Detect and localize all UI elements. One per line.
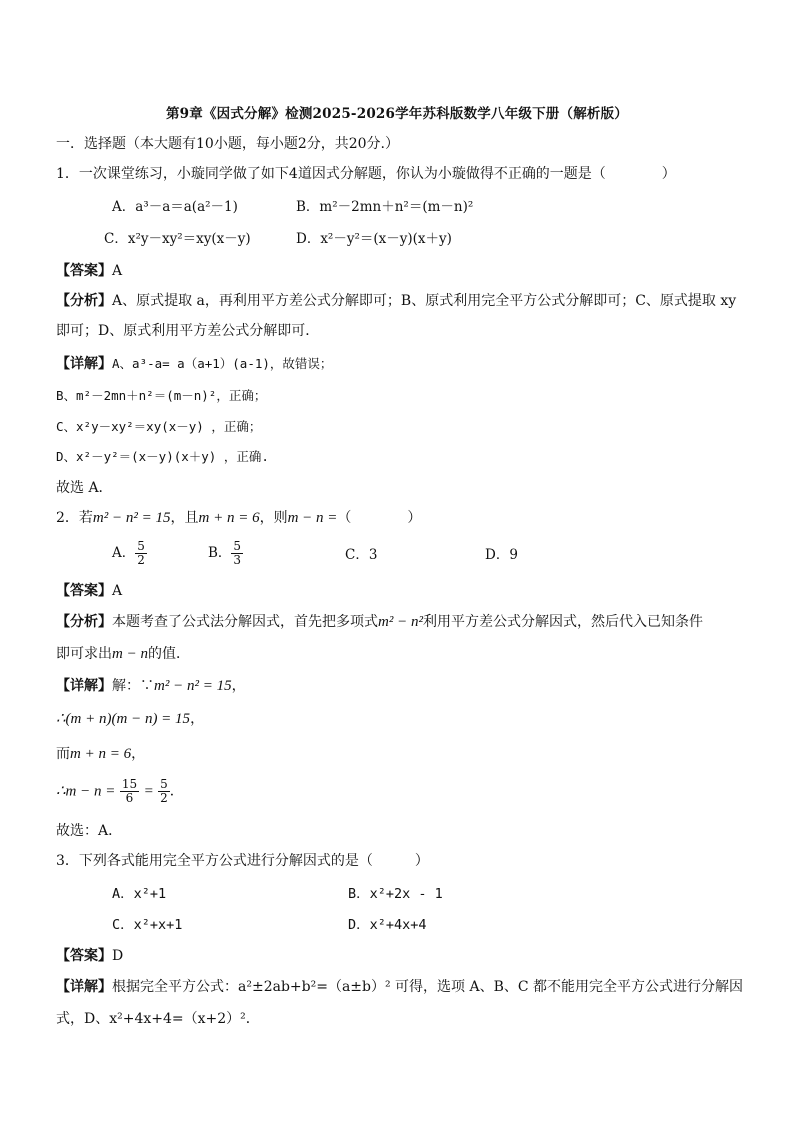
q3-stem: 3．下列各式能用完全平方公式进行分解因式的是（ ） (56, 853, 429, 869)
numerator: 5 (160, 777, 168, 791)
detail-text: 而 (56, 746, 70, 762)
q2-conclusion: 故选：A． (56, 823, 123, 839)
detail-text: 根据完全平方公式：a²±2ab+b²=（a±b）² 可得，选项 A、B、C 都不能用完全平方公式进行分解因 (112, 979, 744, 995)
answer-tag: 【答案】 (56, 948, 112, 964)
q1-answer (56, 262, 122, 280)
detail-text: ， (190, 711, 205, 727)
q2-stem-prefix: 2．若 (56, 510, 93, 526)
numerator: 15 (121, 777, 138, 791)
q2-equation-1: m² − n² = 15 (92, 510, 171, 526)
analysis-text: 的值． (147, 646, 190, 662)
analysis-text: 即可求出 (56, 646, 112, 662)
q1-option-b: B．m²－2mn＋n²＝(m－n)² (296, 199, 474, 215)
detail-text: ， (231, 678, 246, 694)
answer-value: A (112, 263, 123, 279)
detail-equation: m + n = 6 (70, 746, 132, 762)
analysis-equation: m − n (112, 646, 148, 662)
q3-detail-line-1 (56, 978, 743, 996)
document-title: 第9章《因式分解》检测2025-2026学年苏科版数学八年级下册（解析版） (165, 106, 629, 122)
q3-answer (56, 947, 123, 965)
q2-option-c: C．3 (345, 547, 378, 563)
answer-value: D (112, 948, 124, 964)
numerator: 5 (233, 539, 242, 553)
analysis-text: 本题考查了公式法分解因式，首先把多项式 (112, 614, 378, 630)
analysis-equation: m² − n² (378, 614, 423, 630)
q2-detail-line-1 (56, 677, 246, 695)
q3-detail-line-2: 式，D、x²+4x+4=（x+2）²． (56, 1011, 260, 1027)
option-label: B． (208, 545, 232, 561)
q2-detail-line-2 (56, 710, 204, 728)
detail-tag: 【详解】 (56, 979, 112, 995)
q2-analysis-line-1 (56, 613, 703, 631)
q2-option-d: D．9 (485, 547, 518, 563)
q1-option-c: C．x²y－xy²＝xy(x－y) (104, 231, 251, 247)
detail-equation: ∴m − n = (56, 783, 116, 800)
analysis-text: A、原式提取 a，再利用平方差公式分解即可；B、原式利用完全平方公式分解即可；C、原式提取 xy (112, 293, 737, 309)
q2-stem-suffix: （ ） (337, 510, 422, 526)
analysis-text: 利用平方差公式分解因式，然后代入已知条件 (422, 614, 703, 630)
q2-equation-3: m − n = (287, 510, 338, 526)
q1-detail-line-3: C、x²y－xy²＝xy(x－y) ，正确； (56, 419, 262, 434)
detail-equation: ∴(m + n)(m − n) = 15 (56, 711, 191, 727)
analysis-tag: 【分析】 (56, 614, 112, 630)
answer-value: A (112, 583, 123, 599)
section-heading: 一．选择题（本大题有10小题，每小题2分，共20分.） (56, 136, 399, 152)
detail-text: A、a³-a= a（a+1）(a-1)，故错误； (112, 356, 333, 371)
q2-stem-mid: ，且 (170, 510, 199, 526)
denominator: 2 (160, 791, 168, 805)
q1-analysis-line-2: 即可；D、原式利用平方差公式分解即可． (56, 323, 320, 339)
q1-conclusion: 故选 A． (56, 480, 113, 496)
equals-sign: = (143, 783, 154, 800)
denominator: 6 (125, 791, 134, 805)
q2-detail-line-3 (56, 745, 145, 763)
q1-detail-line-4: D、x²－y²＝(x－y)(x＋y) ，正确. (56, 449, 269, 464)
q2-stem (56, 509, 421, 527)
q2-stem-mid2: ，则 (259, 510, 288, 526)
denominator: 3 (233, 553, 242, 567)
fraction (231, 540, 243, 567)
analysis-tag: 【分析】 (56, 293, 112, 309)
detail-tag: 【详解】 (56, 356, 112, 372)
detail-text: ． (169, 783, 184, 800)
fraction (120, 778, 139, 805)
detail-text: ， (131, 746, 146, 762)
q1-analysis-line-1 (56, 292, 736, 310)
q1-stem: 1．一次课堂练习，小璇同学做了如下4道因式分解题，你认为小璇做得不正确的一题是（ ） (56, 166, 676, 182)
q1-detail-line-1 (56, 355, 332, 373)
fraction (158, 778, 170, 805)
detail-text: 解：∵ (112, 678, 154, 694)
q2-detail-line-4 (56, 778, 184, 805)
q2-analysis-line-2 (56, 645, 190, 663)
q3-option-a: A．x²+1 (112, 886, 167, 902)
q1-detail-line-2: B、m²－2mn＋n²＝(m－n)²，正确； (56, 388, 267, 403)
fraction (135, 540, 147, 567)
q2-option-b (208, 540, 243, 567)
q1-option-a: A．a³－a＝a(a²－1) (112, 199, 238, 215)
option-label: A． (112, 545, 136, 561)
answer-tag: 【答案】 (56, 583, 112, 599)
numerator: 5 (137, 539, 145, 553)
q2-answer (56, 582, 122, 600)
answer-tag: 【答案】 (56, 263, 112, 279)
q3-option-c: C．x²+x+1 (112, 917, 183, 933)
q1-option-d: D．x²－y²＝(x－y)(x＋y) (296, 231, 452, 247)
q3-option-d: D．x²+4x+4 (348, 917, 427, 933)
denominator: 2 (137, 553, 145, 567)
detail-tag: 【详解】 (56, 678, 112, 694)
detail-equation: m² − n² = 15 (154, 678, 232, 694)
q2-option-a (112, 540, 147, 567)
q2-equation-2: m + n = 6 (198, 510, 260, 526)
q3-option-b: B．x²+2x - 1 (348, 886, 443, 902)
